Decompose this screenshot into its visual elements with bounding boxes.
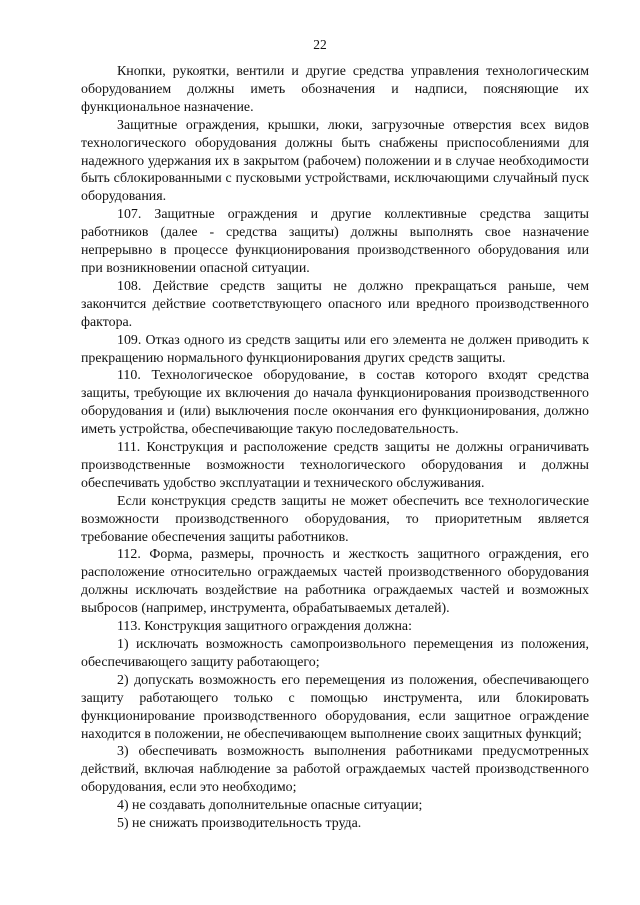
paragraph-113: 113. Конструкция защитного ограждения должна:	[117, 619, 412, 635]
paragraph-108: 108. Действие средств защиты не должно прекращаться раньше, чем закончится действие соответствующего опасного или вредного производственного фактора.	[81, 278, 589, 330]
list-item-113-5: 5) не снижать производительность труда.	[117, 816, 362, 832]
paragraph-110: 110. Технологическое оборудование, в состав которого входят средства защиты, требующие их включения до начала функционирования производственного оборудования и (или) выключения после окончания его функционирования, должно иметь устройства, обеспечивающие такую последовательность.	[81, 368, 589, 438]
paragraph-109: 109. Отказ одного из средств защиты или его элемента не должен приводить к прекращению нормального функционирования других средств защиты.	[81, 332, 589, 366]
list-item-113-3: 3) обеспечивать возможность выполнения работниками предусмотренных действий, включая наблюдение за работой ограждаемых частей производственного оборудования, если это необходимо;	[81, 744, 589, 796]
body-text	[81, 63, 589, 833]
paragraph-111-continued: Если конструкция средств защиты не может обеспечить все технологические возможности производственного оборудования, то приоритетным является требование обеспечения защиты работников.	[81, 493, 589, 545]
paragraph-guards-locking: Защитные ограждения, крышки, люки, загрузочные отверстия всех видов технологического оборудования должны быть снабжены приспособлениями для надежного удержания их в закрытом (рабочем) положении и в случае необходимости быть сблокированными с пусковыми устройствами, исключающими случайный пуск оборудования.	[81, 117, 589, 205]
page-number: 22	[313, 37, 327, 52]
list-item-113-1: 1) исключать возможность самопроизвольного перемещения из положения, обеспечивающего защиту работающего;	[81, 637, 589, 670]
paragraph-107: 107. Защитные ограждения и другие коллективные средства защиты работников (далее - средства защиты) должны выполнять свое назначение непрерывно в процессе функционирования производственного оборудования или при возникновении опасной ситуации.	[81, 207, 589, 276]
paragraph-112: 112. Форма, размеры, прочность и жесткость защитного ограждения, его расположение относительно ограждаемых частей производственного оборудования должны исключать воздействие на работника ограждаемых частей и возможных выбросов (например, инструмента, обрабатываемых деталей).	[81, 547, 589, 617]
list-item-113-2: 2) допускать возможность его перемещения из положения, обеспечивающего защиту работающего только с помощью инструмента, или блокировать функционирование производственного оборудования, если защитное ограждение находится в положении, не обеспечивающем выполнение своих защитных функций;	[81, 672, 589, 742]
paragraph-controls-labeling: Кнопки, рукоятки, вентили и другие средства управления технологическим оборудованием должны иметь обозначения и надписи, поясняющие их функциональное назначение.	[81, 64, 589, 115]
list-item-113-4: 4) не создавать дополнительные опасные ситуации;	[117, 798, 423, 814]
paragraph-111: 111. Конструкция и расположение средств защиты не должны ограничивать производственные возможности технологического оборудования и должны обеспечивать удобство эксплуатации и технического обслуживания.	[81, 440, 589, 491]
